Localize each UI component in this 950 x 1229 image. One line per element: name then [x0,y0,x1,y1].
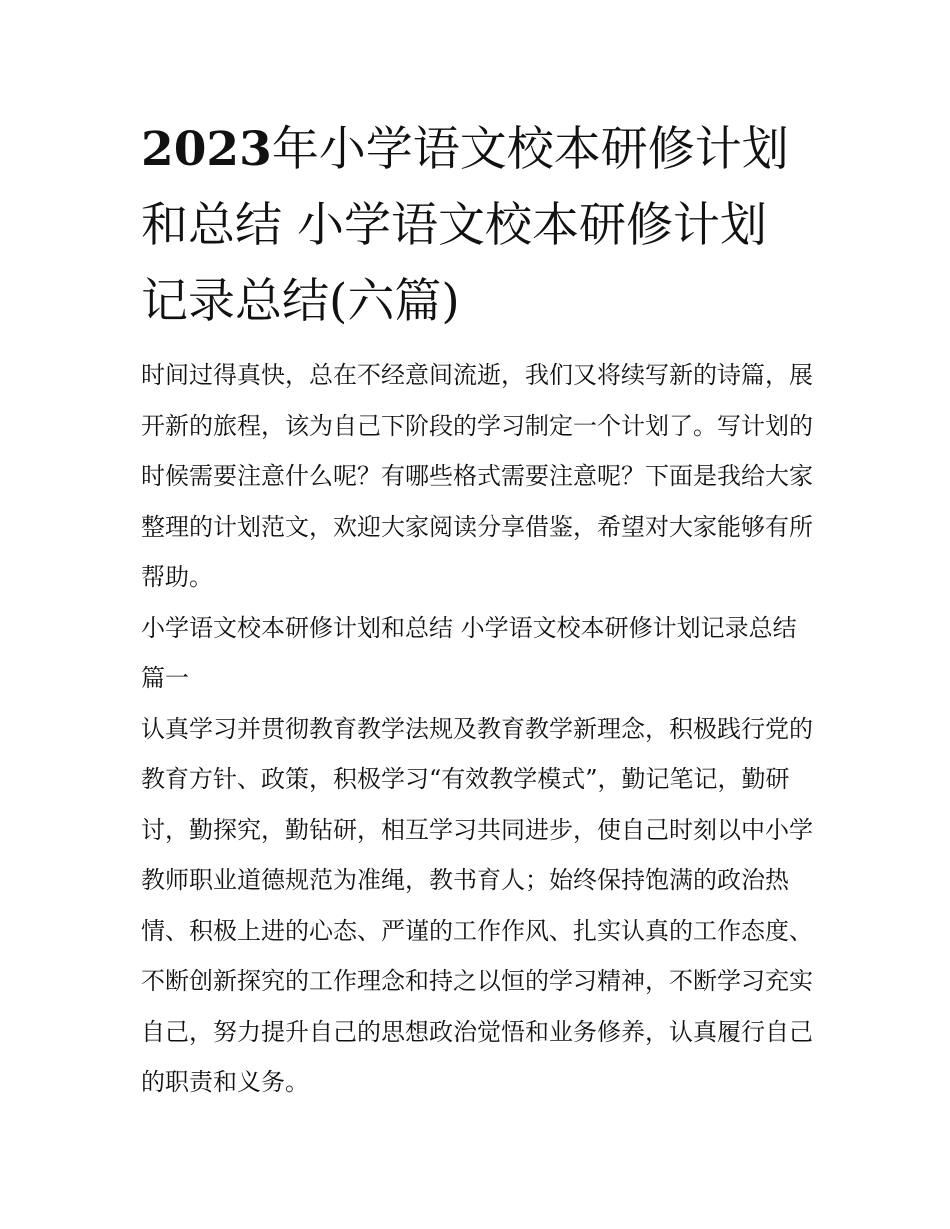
body-paragraph: 认真学习并贯彻教育教学法规及教育教学新理念，积极践行党的教育方针、政策，积极学习“有效教学模式”，勤记笔记，勤研讨，勤探究，勤钻研，相互学习共同进步，使自己时刻以中小学教师职业道德规范为准绳，教书育人；始终保持饱满的政治热情、积极上进的心态、严谨的工作作风、扎实认真的工作态度、不断创新探究的工作理念和持之以恒的学习精神，不断学习充实自己，努力提升自己的思想政治觉悟和业务修养，认真履行自己的职责和义务。 [141,714,813,1096]
document-page [141,112,813,1108]
title-text: 年小学语文校本研修计划和总结 小学语文校本研修计划记录总结(六篇) [141,122,789,329]
section-heading: 小学语文校本研修计划和总结 小学语文校本研修计划记录总结篇一 [141,613,797,692]
document-title [141,112,813,340]
intro-paragraph: 时间过得真快，总在不经意间流逝，我们又将续写新的诗篇，展开新的旅程，该为自己下阶段的学习制定一个计划了。写计划的时候需要注意什么呢？有哪些格式需要注意呢？下面是我给大家整理的计划范文，欢迎大家阅读分享借鉴，希望对大家能够有所帮助。 [141,361,813,591]
title-year: 2023 [141,122,272,177]
